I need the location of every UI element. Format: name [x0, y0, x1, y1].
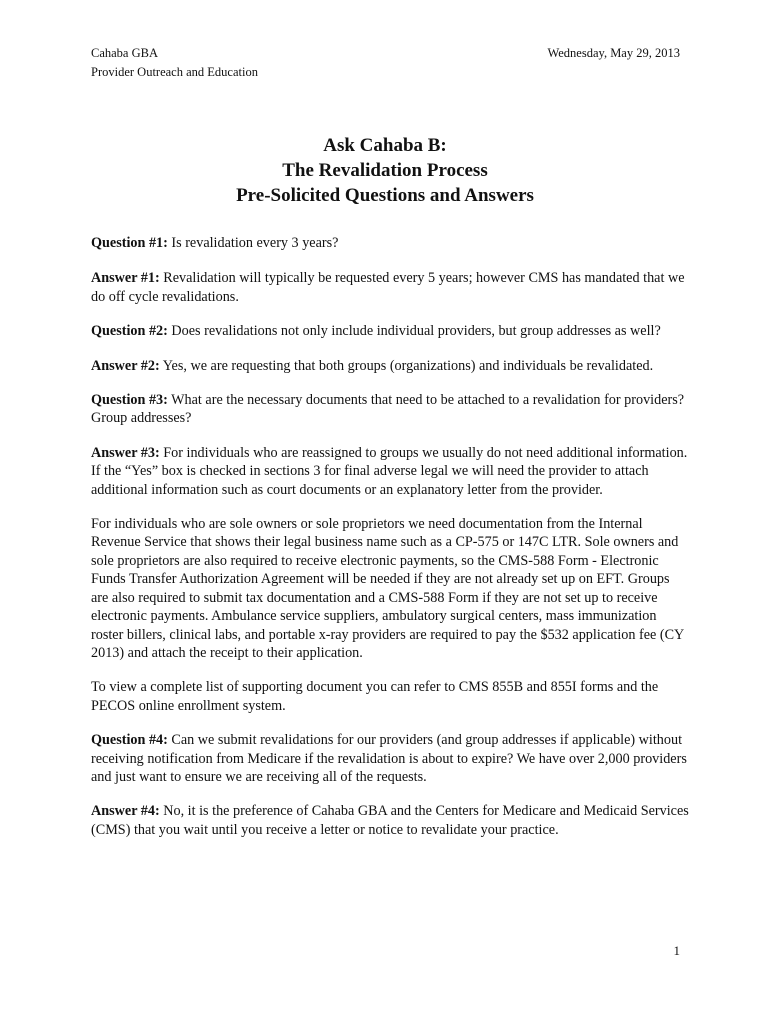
- answer-1: [91, 269, 689, 306]
- sole-owners-paragraph: For individuals who are sole owners or sole proprietors we need documentation from the Internal Revenue Service that shows their legal business name such as a CP-575 or 147C LTR. Sole owners and sole proprietors are also required to receive electronic payments, so the CMS-588 Form - Electronic Funds Transfer Authorization Agreement will be needed if they are not already set up on EFT. Groups are also required to submit tax documentation and a CMS-588 Form if they are not set up to receive electronic payments. Ambulance service suppliers, ambulatory surgical centers, mass immunization roster billers, clinical labs, and portable x-ray providers are required to pay the $532 application fee (CY 2013) and attach the receipt to their application.: [91, 516, 684, 661]
- header-left: [91, 44, 258, 82]
- answer-1-text: Revalidation will typically be requested every 5 years; however CMS has mandated that we do off cycle revalidations.: [91, 270, 685, 305]
- answer-3-lead: Answer #3:: [91, 444, 160, 461]
- answer-2-lead: Answer #2:: [91, 357, 160, 374]
- document-body: [91, 234, 689, 855]
- answer-3: [91, 444, 689, 499]
- title-line-3: Pre-Solicited Questions and Answers: [236, 185, 534, 206]
- question-1-lead: Question #1:: [91, 235, 168, 251]
- question-2-lead: Question #2:: [91, 323, 168, 340]
- question-4-lead: Question #4:: [91, 732, 168, 749]
- title-line-1: Ask Cahaba B:: [323, 135, 447, 156]
- answer-4: [91, 802, 689, 839]
- document-title: [0, 133, 770, 208]
- answer-2-text: Yes, we are requesting that both groups (organizations) and individuals be revalidated.: [159, 357, 654, 374]
- answer-3-text: For individuals who are reassigned to groups we usually do not need additional information. If the “Yes” box is checked in sections 3 for final adverse legal we will need the provider to attach additional information such as court documents or an explanatory letter from the provider.: [91, 444, 688, 498]
- question-4-text: Can we submit revalidations for our providers (and group addresses if applicable) without receiving notification from Medicare if the revalidation is about to expire? We have over 2,000 providers and just want to ensure we are receiving all of the requests.: [91, 732, 687, 785]
- header-department: Provider Outreach and Education: [91, 65, 258, 79]
- question-2-text: Does revalidations not only include individual providers, but group addresses as well?: [167, 323, 661, 340]
- answer-4-lead: Answer #4:: [91, 803, 160, 820]
- answer-4-text: No, it is the preference of Cahaba GBA and the Centers for Medicare and Medicaid Services (CMS) that you wait until you receive a letter or notice to revalidate your practice.: [91, 803, 689, 838]
- answer-2: [91, 357, 689, 375]
- title-line-2: The Revalidation Process: [282, 160, 488, 181]
- question-4: [91, 731, 689, 786]
- question-1-text: Is revalidation every 3 years?: [167, 235, 339, 251]
- question-2: [91, 322, 689, 340]
- view-list-paragraph: To view a complete list of supporting document you can refer to CMS 855B and 855I forms and the PECOS online enrollment system.: [91, 679, 659, 714]
- question-3: [91, 391, 689, 428]
- header-org: Cahaba GBA: [91, 46, 158, 60]
- page-number: 1: [673, 943, 680, 958]
- header-date: Wednesday, May 29, 2013: [547, 46, 680, 60]
- question-3-text: What are the necessary documents that need to be attached to a revalidation for providers? Group addresses?: [91, 392, 685, 427]
- answer-1-lead: Answer #1:: [91, 270, 160, 287]
- question-3-lead: Question #3:: [91, 392, 168, 409]
- question-1: [91, 234, 689, 252]
